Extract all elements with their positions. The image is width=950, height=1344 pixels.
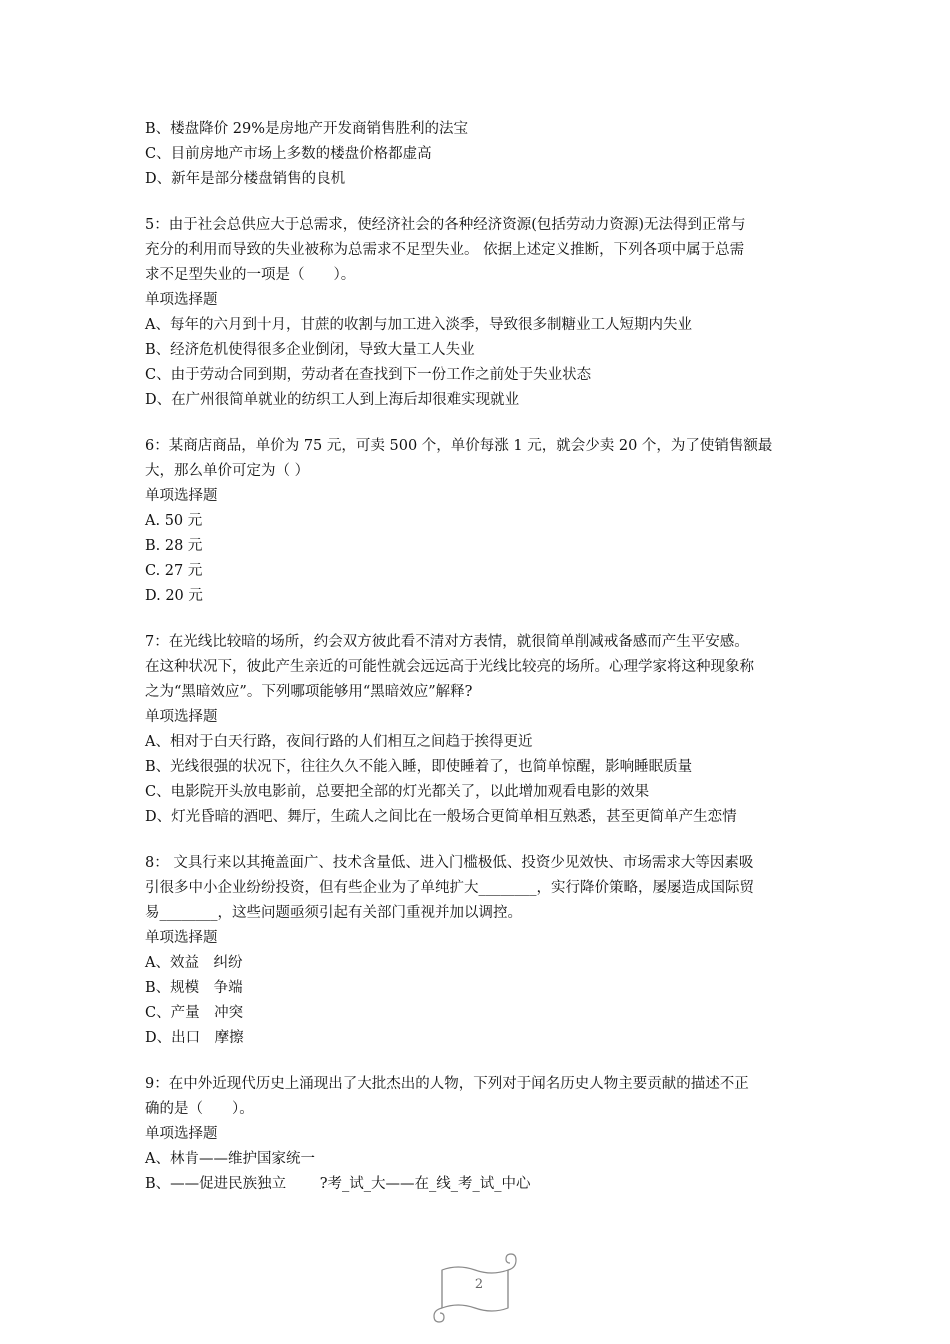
- option: B、楼盘降价 29%是房地产开发商销售胜利的法宝: [145, 121, 468, 137]
- option: A、每年的六月到十月，甘蔗的收割与加工进入淡季，导致很多制糖业工人短期内失业: [145, 317, 692, 333]
- option: C、电影院开头放电影前，总要把全部的灯光都关了，以此增加观看电影的效果: [145, 784, 650, 800]
- option: C. 27 元: [145, 563, 203, 579]
- option: D、出口 摩擦: [145, 1030, 244, 1046]
- option: A、林肯——维护国家统一: [145, 1151, 315, 1167]
- question-type: 单项选择题: [145, 930, 218, 946]
- question-stem: 确的是（ ）。: [145, 1101, 254, 1117]
- option: A、相对于白天行路，夜间行路的人们相互之间趋于挨得更近: [145, 734, 533, 750]
- option: C、产量 冲突: [145, 1005, 244, 1021]
- option: B、经济危机使得很多企业倒闭，导致大量工人失业: [145, 342, 475, 358]
- question-stem: 6：某商店商品，单价为 75 元，可卖 500 个，单价每涨 1 元，就会少卖 20 个，为了使销售额最: [145, 438, 773, 454]
- question-stem: 大，那么单价可定为（ ）: [145, 463, 310, 479]
- document-body: [145, 117, 810, 1197]
- option: B、规模 争端: [145, 980, 243, 996]
- question-9: [145, 1072, 810, 1197]
- option: B. 28 元: [145, 538, 203, 554]
- question-stem: 引很多中小企业纷纷投资，但有些企业为了单纯扩大________，实行降价策略，屡屡造成国际贸: [145, 880, 754, 896]
- option: B、——促进民族独立 ?考_试_大——在_线_考_试_中心: [145, 1176, 531, 1192]
- question-stem: 充分的利用而导致的失业被称为总需求不足型失业。 依据上述定义推断，下列各项中属于总需: [145, 242, 745, 258]
- question-stem: 之为“黑暗效应”。下列哪项能够用“黑暗效应”解释?: [145, 684, 473, 700]
- option: D. 20 元: [145, 588, 203, 604]
- question-stem: 求不足型失业的一项是（ ）。: [145, 267, 356, 283]
- option: C、由于劳动合同到期，劳动者在查找到下一份工作之前处于失业状态: [145, 367, 592, 383]
- question-stem: 9：在中外近现代历史上涌现出了大批杰出的人物，下列对于闻名历史人物主要贡献的描述不正: [145, 1076, 749, 1092]
- page-number: 2: [474, 1277, 484, 1292]
- question-7: [145, 630, 810, 830]
- question-stem: 5：由于社会总供应大于总需求，使经济社会的各种经济资源(包括劳动力资源)无法得到正常与: [145, 217, 746, 233]
- option: D、灯光昏暗的酒吧、舞厅，生疏人之间比在一般场合更简单相互熟悉，甚至更简单产生恋情: [145, 809, 737, 825]
- question-type: 单项选择题: [145, 1126, 218, 1142]
- option: C、目前房地产市场上多数的楼盘价格都虚高: [145, 146, 432, 162]
- option: B、光线很强的状况下，往往久久不能入睡，即使睡着了，也简单惊醒，影响睡眠质量: [145, 759, 693, 775]
- question-type: 单项选择题: [145, 709, 218, 725]
- question-stem: 8： 文具行来以其掩盖面广、技术含量低、进入门槛极低、投资少见效快、市场需求大等因素吸: [145, 855, 754, 871]
- option: D、在广州很简单就业的纺织工人到上海后却很难实现就业: [145, 392, 520, 408]
- question-stem: 易________，这些问题亟须引起有关部门重视并加以调控。: [145, 905, 522, 921]
- question-5: [145, 213, 810, 413]
- question-stem: 在这种状况下，彼此产生亲近的可能性就会远远高于光线比较亮的场所。心理学家将这种现象称: [145, 659, 754, 675]
- question-stem: 7：在光线比较暗的场所，约会双方彼此看不清对方表情，就很简单削减戒备感而产生平安感。: [145, 634, 749, 650]
- carry-over-options: [145, 117, 810, 192]
- option: A、效益 纠纷: [145, 955, 243, 971]
- question-type: 单项选择题: [145, 488, 218, 504]
- question-type: 单项选择题: [145, 292, 218, 308]
- option: D、新年是部分楼盘销售的良机: [145, 171, 346, 187]
- option: A. 50 元: [145, 513, 203, 529]
- question-6: [145, 434, 810, 609]
- question-8: [145, 851, 810, 1051]
